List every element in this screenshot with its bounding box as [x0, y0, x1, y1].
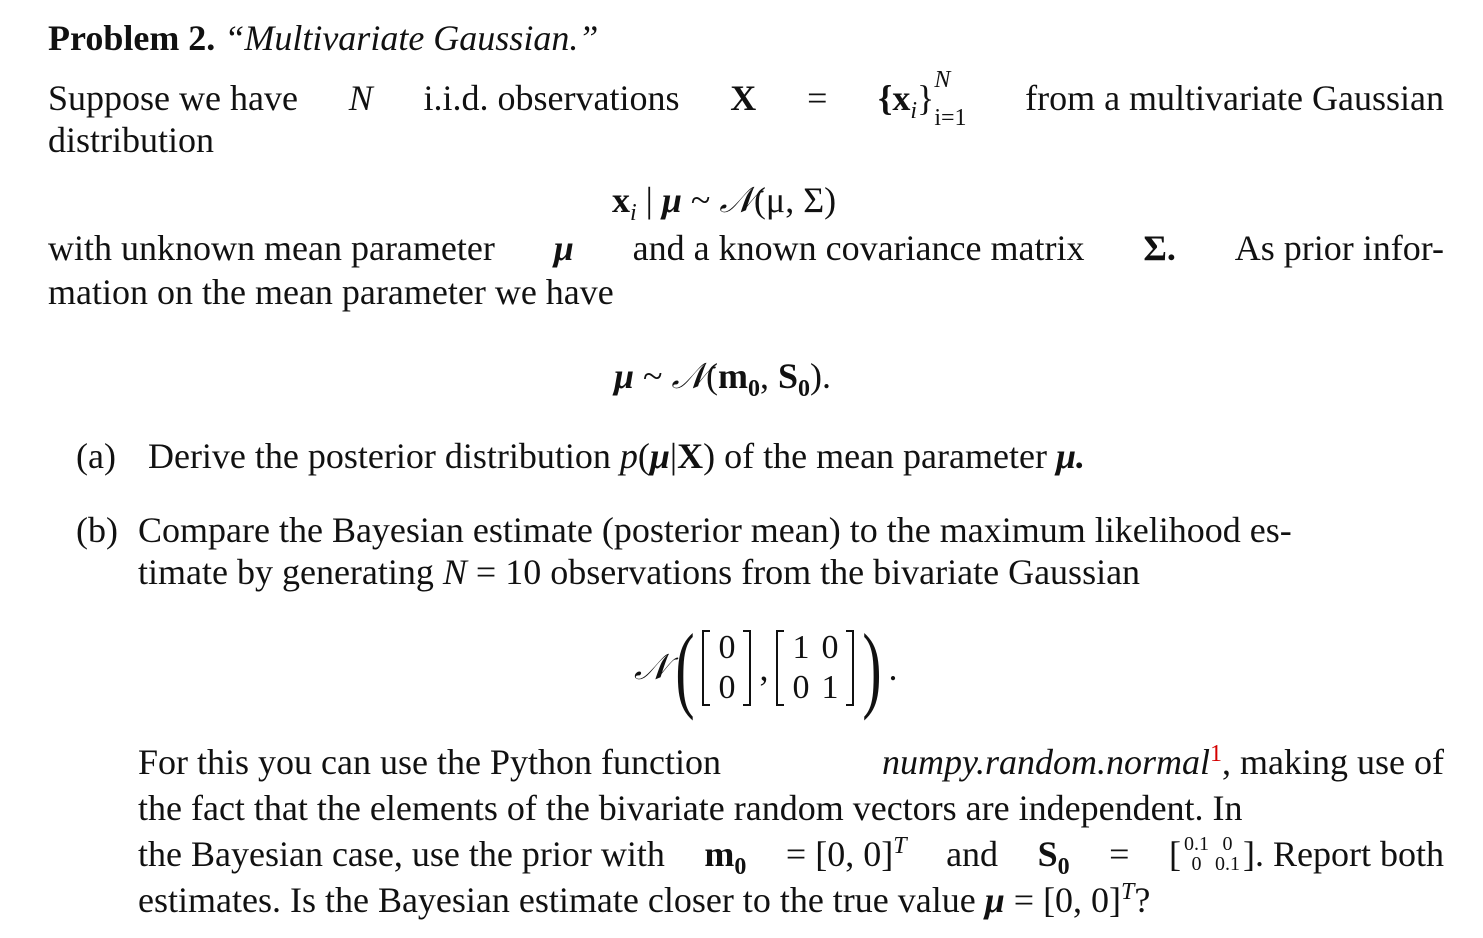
intro-N: N: [348, 78, 373, 118]
intro-X: X: [730, 78, 757, 118]
intro-text-2: i.i.d. observations: [423, 78, 680, 118]
intro-text-1: Suppose we have: [48, 78, 298, 118]
intro-line-1: [48, 67, 1444, 131]
part-a: (a) Derive the posterior distribution p(μ|X) of the mean parameter μ.: [76, 436, 1085, 476]
equation-prior: μ ~ $𝒩(m_0$, $S_0$).: [614, 356, 832, 403]
intro-line-2: distribution: [48, 120, 215, 160]
mean-vector: 0 0: [702, 628, 751, 708]
intro-set: $\{x_i\}$ N i=1: [878, 67, 967, 131]
problem-name: “Multivariate Gaussian.”: [224, 18, 599, 58]
intro-eq: =: [807, 78, 828, 118]
covariance-matrix: 1 0 0 1: [776, 628, 854, 708]
instructions-line-3: the Bayesian case, use the prior with $m_0$ = [0, 0]$^T$ and $S_0$ = [ 0.1 0 0 0.1 ] . Report both: [138, 833, 1444, 881]
para2-line-1: with unknown mean parameter μ and a known covariance matrix Σ. As prior infor-: [48, 228, 1444, 268]
function-name: numpy.random.normal: [882, 742, 1211, 782]
equation-bivariate: 𝒩 ( 0 0 , 1 0 0 1 ) .: [634, 614, 898, 721]
instructions-line-1: For this you can use the Python function numpy.random.normal$^1$, making use of: [138, 741, 1444, 782]
footnote-marker[interactable]: 1: [1210, 741, 1223, 767]
problem-title: [48, 18, 598, 58]
part-b-label: (b): [76, 510, 118, 550]
instructions-line-2: the fact that the elements of the bivariate random vectors are independent. In: [138, 788, 1243, 828]
para2-line-2: mation on the mean parameter we have: [48, 272, 614, 312]
instructions-line-4: estimates. Is the Bayesian estimate closer to the true value μ = [0, 0]$^T$?: [138, 879, 1151, 920]
problem-label: Problem 2.: [48, 18, 216, 58]
equation-likelihood: $x_i$ | μ ~ 𝒩(μ, Σ): [612, 180, 837, 227]
prior-covariance-matrix: 0.1 0 0 0.1: [1184, 833, 1240, 875]
part-a-label: (a): [76, 436, 116, 476]
intro-text-3: from a multivariate Gaussian: [1025, 78, 1444, 118]
part-b-line-2: timate by generating N = 10 observations from the bivariate Gaussian: [138, 552, 1141, 592]
part-b-line-1: Compare the Bayesian estimate (posterior mean) to the maximum likelihood es-: [138, 510, 1292, 550]
